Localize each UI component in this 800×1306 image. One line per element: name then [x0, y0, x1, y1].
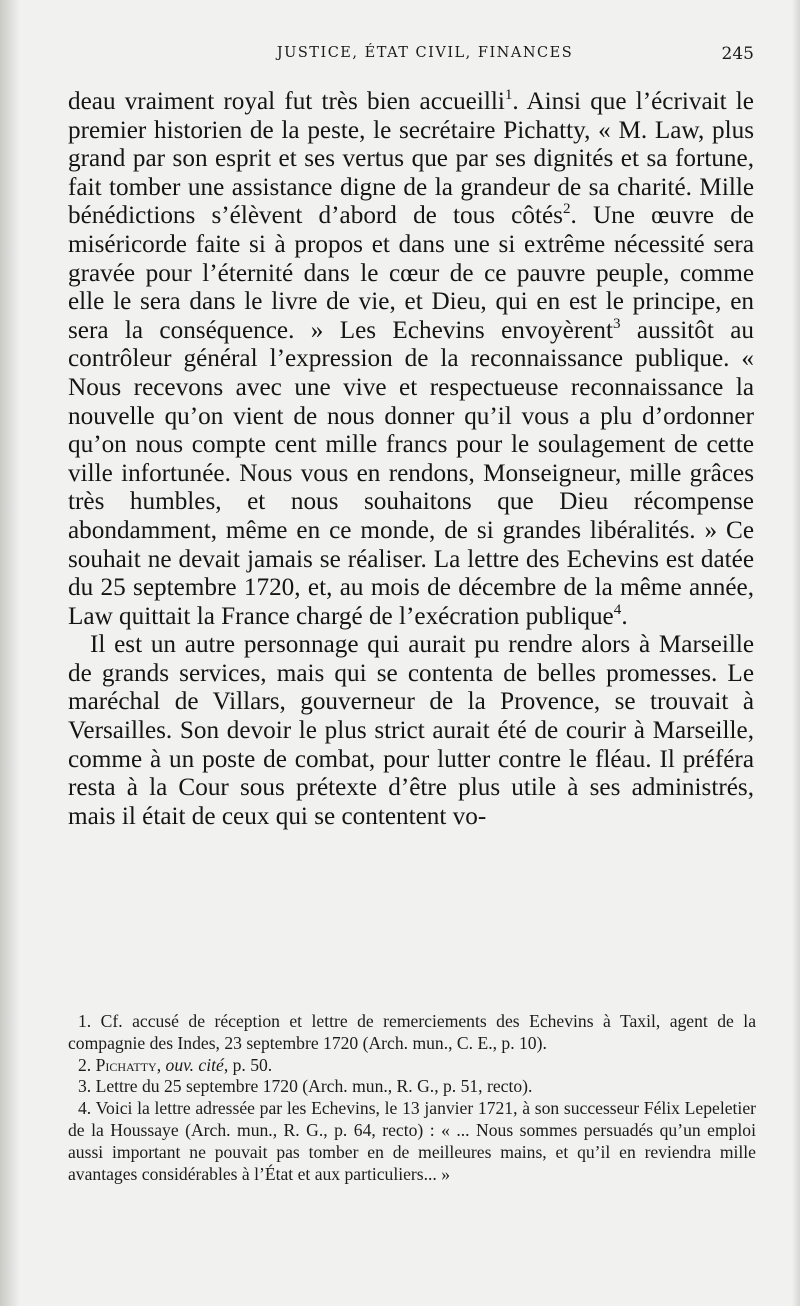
page-header — [68, 44, 754, 68]
page-number: 245 — [721, 44, 754, 64]
footnote-author: Pichatty — [95, 1054, 157, 1075]
text-run: . Ainsi que l’écrivait le premier historien de la peste, le secrétaire Pichatty, « M. Law, plus grand par son esprit et ses vertus que par ses dignités et sa fortune, fait tomber une assistance digne de la grandeur de sa charité. Mille bénédictions s’élèvent d’abord de tous côtés — [68, 88, 754, 230]
footnote-separator: , — [156, 1054, 166, 1075]
footnote-ref-4: 4 — [613, 601, 622, 618]
running-head: JUSTICE, ÉTAT CIVIL, FINANCES — [276, 45, 574, 61]
footnote-rest: , p. 50. — [223, 1054, 273, 1075]
footnote-ref-2: 2 — [562, 201, 571, 218]
footnote-work: ouv. cité — [165, 1054, 224, 1075]
page-gutter-shadow — [0, 0, 20, 1306]
paragraph-1 — [68, 88, 754, 631]
text-run: . — [621, 602, 628, 630]
main-text — [68, 88, 754, 831]
text-run: aussitôt au contrôleur général l’expression de la reconnaissance publique. « Nous recevons avec une vive et respectueuse reconnaissance la nouvelle qu’on vient de nous donner qu’il vous a plu d’ordonner qu’on nous compte cent mille francs pour le soulagement de cette ville infortunée. Nous vous en rendons, Monseigneur, mille grâces très humbles, et nous souhaitons que Dieu récompense abondamment, même en ce monde, de si grandes libéralités. » Ce souhait ne devait jamais se réaliser. La lettre des Echevins est datée du 25 septembre 1720, et, au mois de décembre de la même année, Law quittait la France chargé de l’exécration publique — [68, 316, 754, 630]
page-edge-shadow — [792, 0, 800, 1306]
footnote-ref-1: 1 — [504, 87, 513, 104]
footnote-1: 1. Cf. accusé de réception et lettre de remerciements des Echevins à Taxil, agent de la compagnie des Indes, 23 septembre 1720 (Arch. mun., C. E., p. 10). — [68, 1011, 756, 1053]
footnote-ref-3: 3 — [612, 315, 621, 332]
text-run: deau vraiment royal fut très bien accueilli — [68, 88, 505, 115]
footnote-3: 3. Lettre du 25 septembre 1720 (Arch. mun., R. G., p. 51, recto). — [78, 1076, 533, 1097]
text-run: . Une œuvre de miséricorde faite si à propos et dans une si extrême nécessité sera gravée pour l’éternité dans le cœur de ce pauvre peuple, comme elle le sera dans le livre de vie, et Dieu, qui en est le principe, en sera la conséquence. » Les Echevins envoyèrent — [68, 202, 754, 344]
footnote-number: 2. — [78, 1054, 96, 1075]
footnote-4: 4. Voici la lettre adressée par les Echevins, le 13 janvier 1721, à son successeur Félix Lepeletier de la Houssaye (Arch. mun., R. G., p. 64, recto) : « ... Nous sommes persuadés qu’un emploi aussi important ne pouvait pas tomber en de meilleures mains, et qu’il en reviendra mille avantages considérables à l’État et aux particuliers... » — [68, 1098, 756, 1184]
footnotes — [68, 1011, 756, 1185]
paragraph-2: Il est un autre personnage qui aurait pu rendre alors à Marseille de grands services, mais qui se contenta de belles promesses. Le maréchal de Villars, gouverneur de la Provence, se trouvait à Versailles. Son devoir le plus strict aurait été de courir à Marseille, comme à un poste de combat, pour lutter contre le fléau. Il préféra resta à la Cour sous prétexte d’être plus utile à ses administrés, mais il était de ceux qui se contentent vo- — [68, 631, 754, 830]
footnote-2 — [68, 1055, 756, 1077]
